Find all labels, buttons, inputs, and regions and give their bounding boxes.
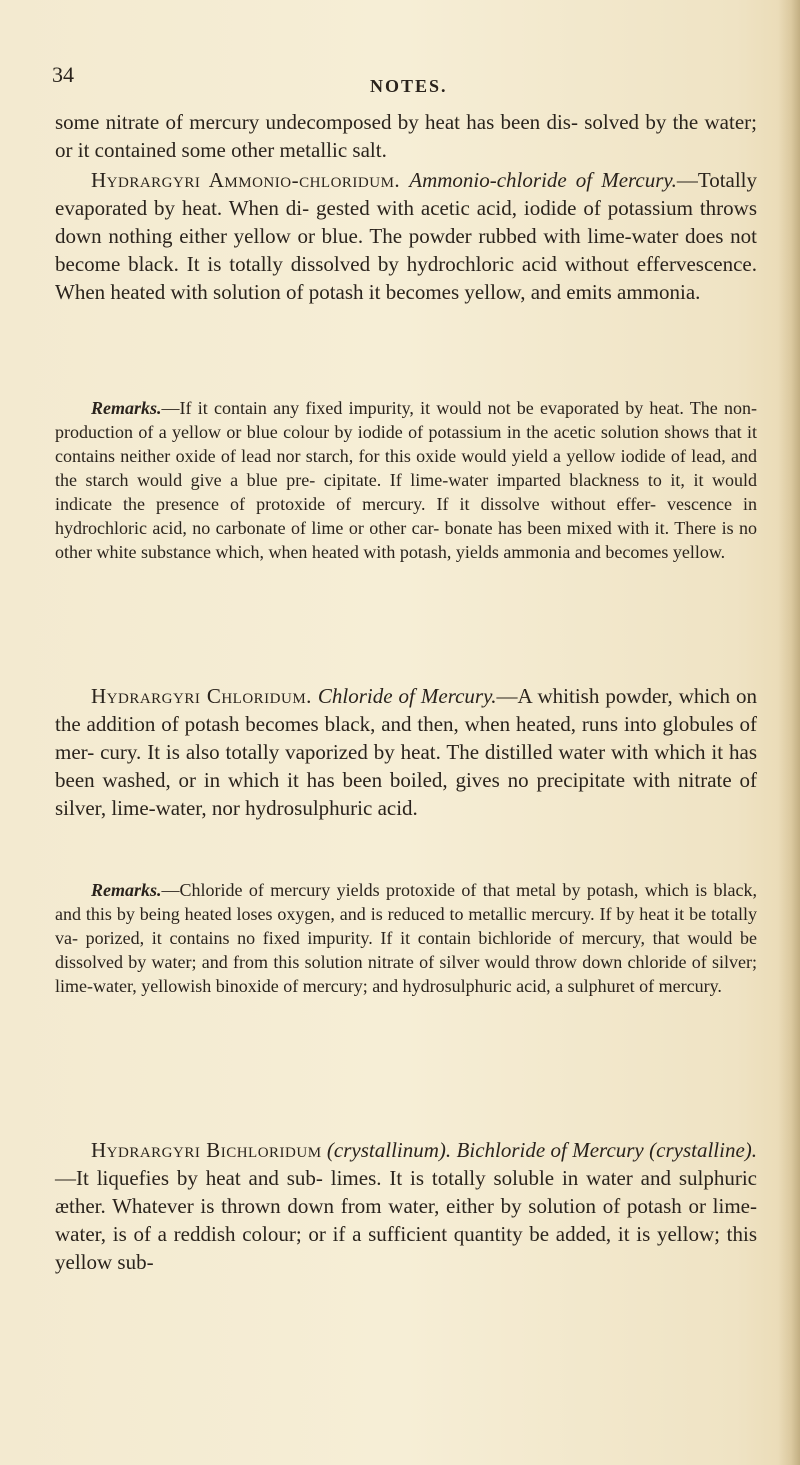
entry-latin: (crystallinum). [326, 1138, 452, 1162]
page-number: 34 [52, 62, 74, 87]
paragraph-text: some nitrate of mercury undecomposed by heat has been dis- solved by the water; or it contained some other metallic salt. [55, 110, 757, 162]
entry-title: Bichloride of Mercury [456, 1138, 644, 1162]
remarks-label: Remarks. [91, 398, 162, 418]
remarks-ammonio-chloride [55, 396, 757, 564]
running-head: NOTES. [370, 76, 448, 96]
entry-title: Chloride of Mercury. [317, 684, 497, 708]
entry-title: Ammonio-chloride of Mercury. [409, 168, 677, 192]
entry-title-paren: (crystalline). [649, 1138, 758, 1162]
entry-ammonio-chloride [55, 166, 757, 306]
entry-body: —A whitish powder, which on the addition of potash becomes black, and then, when heated, runs into globules of mer- cury. It is also totally vaporized by heat. The distilled water with which it has been washed, or in which it has been boiled, gives no precipitate with nitrate of silver, lime-water, nor hydrosulphuric acid. [55, 684, 757, 820]
page-edge-shadow [778, 0, 800, 1465]
entry-chloride [55, 682, 757, 822]
paragraph-continuation [55, 108, 757, 164]
entry-heading: Hydrargyri Ammonio-chloridum. [91, 168, 401, 192]
remarks-body: —If it contain any fixed impurity, it would not be evaporated by heat. The non-production of a yellow or blue colour by iodide of potassium in the acetic solution shows that it contains neither oxide of lead nor starch, for this oxide would yield a yellow iodide of lead, and the starch would give a blue pre- cipitate. If lime-water imparted blackness to it, it would indicate the presence of protoxide of mercury. If it dissolve without effer- vescence in hydrochloric acid, no carbonate of lime or other car- bonate has been mixed with it. There is no other white substance which, when heated with potash, yields ammonia and becomes yellow. [55, 398, 757, 562]
entry-heading: Hydrargyri Chloridum. [91, 684, 312, 708]
remarks-label: Remarks. [91, 880, 162, 900]
remarks-body: —Chloride of mercury yields protoxide of that metal by potash, which is black, and this by being heated loses oxygen, and is reduced to metallic mercury. If by heat it be totally va- porized, it contains no fixed impurity. If it contain bichloride of mercury, that would be dissolved by water; and from this solution nitrate of silver would throw down chloride of silver; lime-water, yellowish binoxide of mercury; and hydrosulphuric acid, a sulphuret of mercury. [55, 880, 757, 996]
entry-body: —Totally evaporated by heat. When di- gested with acetic acid, iodide of potassium throws down nothing either yellow or blue. The powder rubbed with lime-water does not become black. It is totally dissolved by hydrochloric acid without effervescence. When heated with solution of potash it becomes yellow, and emits ammonia. [55, 168, 758, 304]
entry-body: —It liquefies by heat and sub- limes. It is totally soluble in water and sulphuric æther. Whatever is thrown down from water, either by solution of potash or lime-water, is of a reddish colour; or if a sufficient quantity be added, it is yellow; this yellow sub- [55, 1166, 757, 1274]
entry-heading: Hydrargyri Bichloridum [91, 1138, 322, 1162]
entry-bichloride [55, 1136, 757, 1276]
remarks-chloride [55, 878, 757, 998]
